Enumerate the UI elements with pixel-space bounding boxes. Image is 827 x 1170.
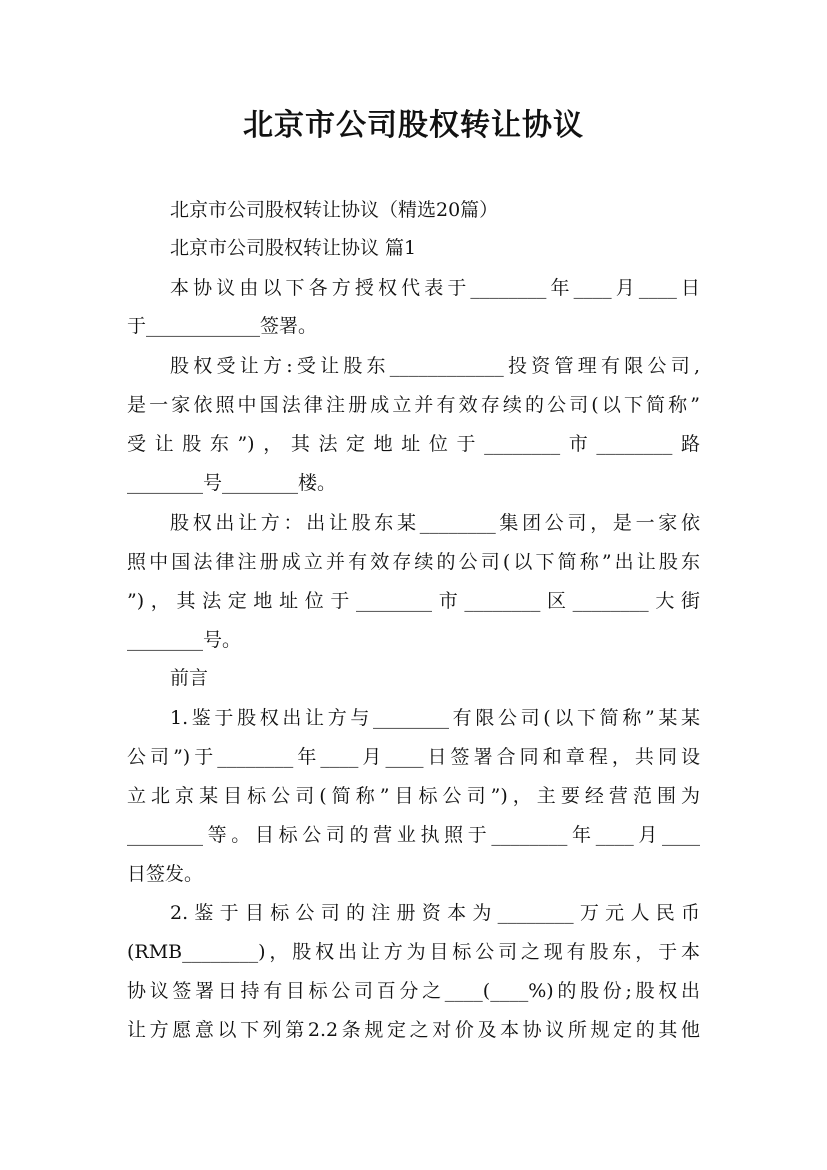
document-title: 北京市公司股权转让协议	[243, 108, 584, 143]
section-heading: 前言	[170, 667, 209, 689]
doc-line: ________号。	[127, 629, 242, 651]
doc-line: 股权出让方：出让股东某________集团公司，是一家依	[170, 512, 700, 534]
doc-line: 公司”)于________年____月____日签署合同和章程，共同设	[127, 746, 700, 768]
doc-line: 是一家依照中国法律注册成立并有效存续的公司(以下简称”	[127, 394, 700, 416]
doc-line: 立北京某目标公司(简称”目标公司”)，主要经营范围为	[127, 785, 700, 807]
doc-line: 1.鉴于股权出让方与________有限公司(以下简称”某某	[170, 707, 700, 729]
doc-line: 2.鉴于目标公司的注册资本为________万元人民币	[170, 902, 700, 924]
doc-line: 日签发。	[127, 863, 204, 885]
doc-line: 股权受让方:受让股东____________投资管理有限公司,	[170, 355, 700, 377]
doc-line: ”)，其法定地址位于________市________区________大街	[127, 590, 700, 612]
doc-line: 本协议由以下各方授权代表于________年____月____日	[170, 277, 700, 299]
doc-line: ________等。目标公司的营业执照于________年____月____	[127, 824, 700, 846]
doc-line: 照中国法律注册成立并有效存续的公司(以下简称”出让股东	[127, 551, 700, 573]
doc-line: 于____________签署。	[127, 315, 318, 337]
doc-line: 北京市公司股权转让协议（精选20篇）	[170, 199, 499, 221]
doc-line: 受让股东”)，其法定地址位于________市________路	[127, 433, 700, 455]
doc-line: 北京市公司股权转让协议 篇1	[170, 237, 417, 259]
doc-line: (RMB________)，股权出让方为目标公司之现有股东，于本	[127, 941, 700, 963]
doc-line: 协议签署日持有目标公司百分之____(____%)的股份;股权出	[127, 980, 700, 1002]
doc-line: ________号________楼。	[127, 472, 337, 494]
doc-line: 让方愿意以下列第2.2条规定之对价及本协议所规定的其他	[127, 1019, 700, 1041]
